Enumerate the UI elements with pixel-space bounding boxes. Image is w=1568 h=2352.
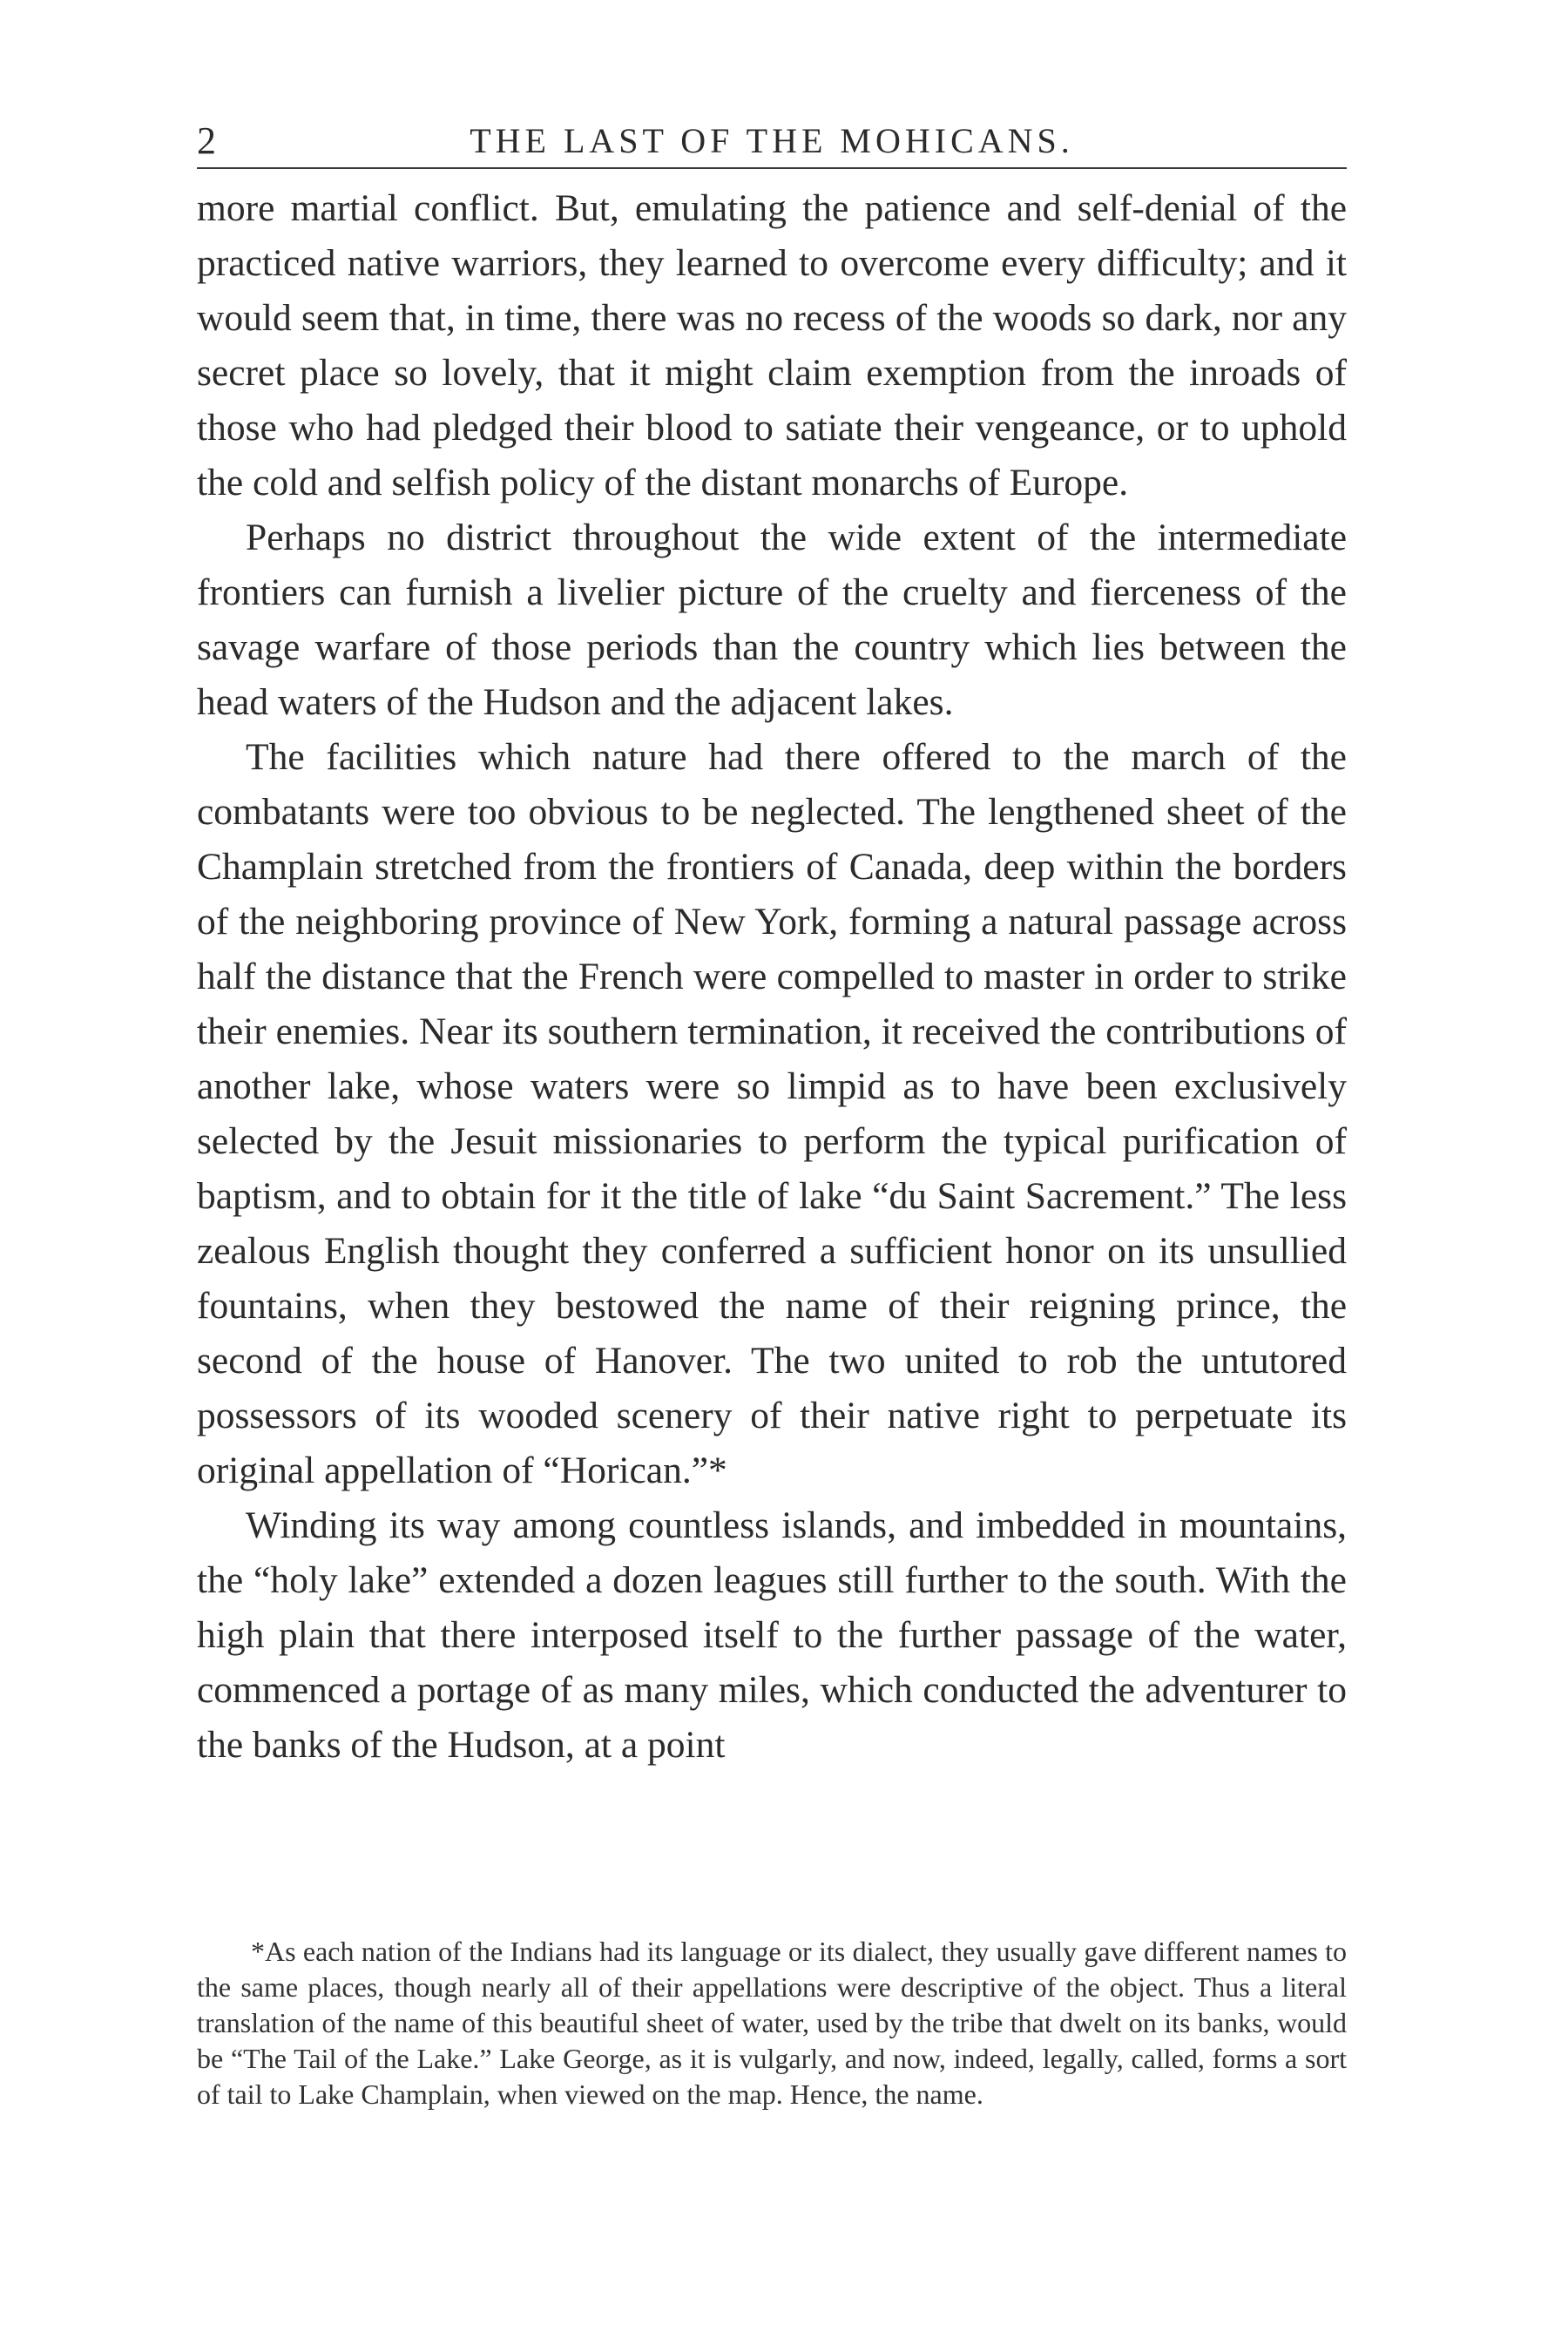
page-number: 2 (197, 119, 217, 162)
running-head (197, 115, 1347, 169)
footnote: *As each nation of the Indians had its language or its dialect, they usually gave different names to the same places, though nearly all of their appellations were descriptive of the object. Thus a literal translation of the name of this beautiful sheet of water, used by the tribe that dwelt on its banks, would be “The Tail of the Lake.” Lake George, as it is vulgarly, and now, indeed, legally, called, forms a sort of tail to Lake Champlain, when viewed on the map. Hence, the name. (197, 1936, 1347, 2110)
paragraph-winding: Winding its way among countless islands, and imbedded in mountains, the “holy lake” extended a dozen leagues still further to the south. With the high plain that there interposed itself to the further passage of the water, commenced a portage of as many miles, which conducted the adventurer to the banks of the Hudson, at a point (197, 1504, 1347, 1766)
running-head-title: THE LAST OF THE MOHICANS. (470, 121, 1074, 160)
paragraph-continuation: more martial conflict. But, emulating the patience and self-denial of the practiced native warriors, they learned to overcome every difficulty; and it would seem that, in time, there was no recess of the woods so dark, nor any secret place so lovely, that it might claim exemption from the inroads of those who had pledged their blood to satiate their vengeance, or to uphold the cold and selfish policy of the distant monarchs of Europe. (197, 187, 1347, 504)
paragraph-facilities: The facilities which nature had there offered to the march of the combatants were too obvious to be neglected. The lengthened sheet of the Champlain stretched from the frontiers of Canada, deep within the borders of the neighboring province of New York, forming a natural passage across half the distance that the French were compelled to master in order to strike their enemies. Near its southern termination, it received the contributions of another lake, whose waters were so limpid as to have been exclusively selected by the Jesuit missionaries to perform the typical purification of baptism, and to obtain for it the title of lake “du Saint Sacrement.” The less zealous English thought they conferred a sufficient honor on its unsullied fountains, when they bestowed the name of their reigning prince, the second of the house of Hanover. The two united to rob the untutored possessors of its wooded scenery of their native right to perpetuate its original appellation of “Horican.”* (197, 736, 1347, 1491)
body-text (197, 181, 1347, 1773)
paragraph-district: Perhaps no district throughout the wide extent of the intermediate frontiers can furnish a livelier picture of the cruelty and fierceness of the savage warfare of those periods than the country which lies between the head waters of the Hudson and the adjacent lakes. (197, 517, 1347, 723)
